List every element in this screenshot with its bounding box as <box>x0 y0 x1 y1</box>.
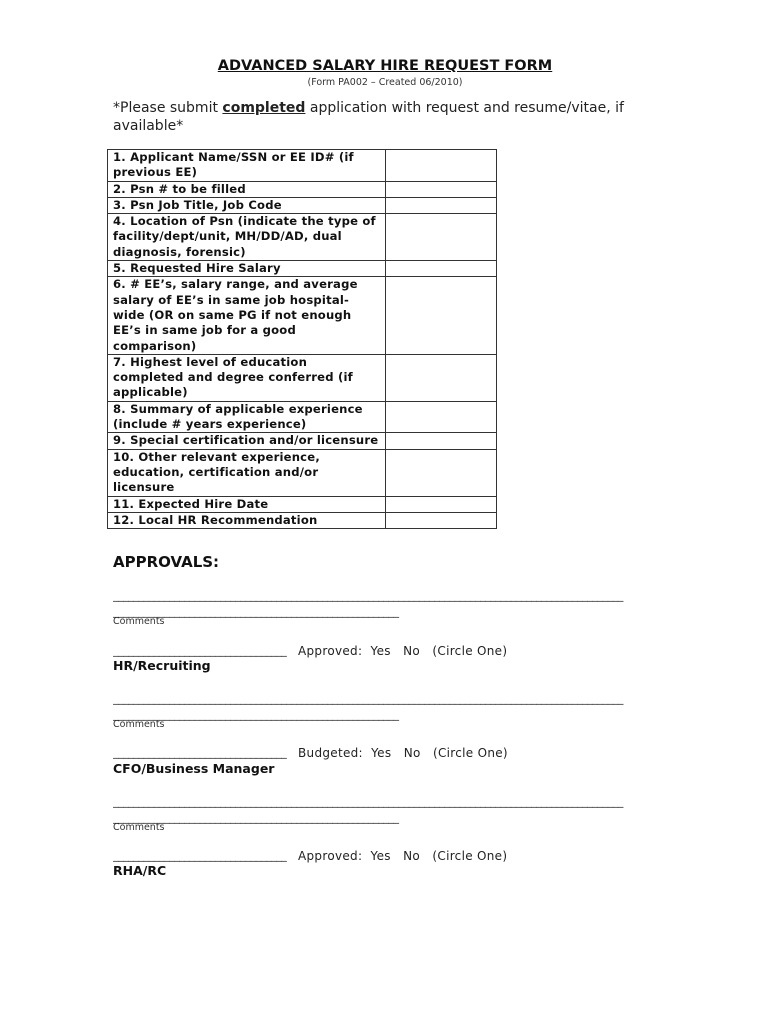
signature-line[interactable]: __________________________________ <box>113 746 287 759</box>
comments-label: Comments <box>113 822 165 833</box>
signature-line[interactable]: __________________________________ <box>113 644 287 657</box>
table-row <box>108 354 497 401</box>
row-field-education[interactable] <box>386 354 497 401</box>
table-row <box>108 496 497 512</box>
form-title: ADVANCED SALARY HIRE REQUEST FORM <box>217 58 553 74</box>
row-field-other-experience[interactable] <box>386 449 497 496</box>
row-label-education: 7. Highest level of education completed and degree conferred (if applicable) <box>108 354 386 401</box>
table-row <box>108 433 497 449</box>
row-field-salary-comparison[interactable] <box>386 277 497 354</box>
row-label-other-experience: 10. Other relevant experience, education, certification and/or licensure <box>108 449 386 496</box>
table-row <box>108 449 497 496</box>
row-label-hire-date: 11. Expected Hire Date <box>108 496 386 512</box>
row-label-salary-comparison: 6. # EE’s, salary range, and average salary of EE’s in same job hospital-wide (OR on same PG if not enough EE’s in same job for a good comparison) <box>108 277 386 354</box>
comments-line[interactable]: ________________________________________________________ <box>113 605 399 618</box>
table-row <box>108 214 497 261</box>
table-row <box>108 197 497 213</box>
budget-status-text: Budgeted: Yes No (Circle One) <box>298 746 508 760</box>
row-label-experience-summary: 8. Summary of applicable experience (include # years experience) <box>108 401 386 433</box>
row-field-job-title[interactable] <box>386 197 497 213</box>
table-row <box>108 261 497 277</box>
row-field-certification[interactable] <box>386 433 497 449</box>
approval-status-text: Approved: Yes No (Circle One) <box>298 849 508 863</box>
table-row <box>108 277 497 354</box>
row-field-position-number[interactable] <box>386 181 497 197</box>
approver-role: CFO/Business Manager <box>113 761 275 776</box>
instruction-text-after: application with request and resume/vitae, if available* <box>113 100 624 134</box>
row-field-hr-recommendation[interactable] <box>386 512 497 528</box>
signature-line[interactable]: __________________________________ <box>113 849 287 862</box>
request-details-table <box>107 149 497 529</box>
instruction-text-before: *Please submit <box>113 100 223 116</box>
submission-instruction <box>113 99 653 135</box>
row-label-position-number: 2. Psn # to be filled <box>108 181 386 197</box>
row-label-hr-recommendation: 12. Local HR Recommendation <box>108 512 386 528</box>
row-field-applicant-name[interactable] <box>386 150 497 182</box>
comments-label: Comments <box>113 719 165 730</box>
approver-role: HR/Recruiting <box>113 658 211 673</box>
comments-line[interactable]: ____________________________________________________________________________________________________ <box>113 692 624 705</box>
table-row <box>108 401 497 433</box>
row-field-requested-salary[interactable] <box>386 261 497 277</box>
instruction-emphasis: completed <box>222 100 306 116</box>
form-subtitle: (Form PA002 – Created 06/2010) <box>307 77 463 88</box>
comments-line[interactable]: ________________________________________________________ <box>113 708 399 721</box>
row-label-location: 4. Location of Psn (indicate the type of facility/dept/unit, MH/DD/AD, dual diagnosis, forensic) <box>108 214 386 261</box>
approver-role: RHA/RC <box>113 863 167 878</box>
row-label-applicant-name: 1. Applicant Name/SSN or EE ID# (if previous EE) <box>108 150 386 182</box>
row-field-location[interactable] <box>386 214 497 261</box>
table-row <box>108 512 497 528</box>
table-row <box>108 181 497 197</box>
comments-label: Comments <box>113 616 165 627</box>
row-field-experience-summary[interactable] <box>386 401 497 433</box>
row-field-hire-date[interactable] <box>386 496 497 512</box>
comments-line[interactable]: ________________________________________________________ <box>113 811 399 824</box>
approvals-heading: APPROVALS: <box>113 553 220 571</box>
row-label-job-title: 3. Psn Job Title, Job Code <box>108 197 386 213</box>
approval-status-text: Approved: Yes No (Circle One) <box>298 644 508 658</box>
row-label-certification: 9. Special certification and/or licensure <box>108 433 386 449</box>
comments-line[interactable]: ____________________________________________________________________________________________________ <box>113 589 624 602</box>
table-row <box>108 150 497 182</box>
comments-line[interactable]: ____________________________________________________________________________________________________ <box>113 795 624 808</box>
row-label-requested-salary: 5. Requested Hire Salary <box>108 261 386 277</box>
